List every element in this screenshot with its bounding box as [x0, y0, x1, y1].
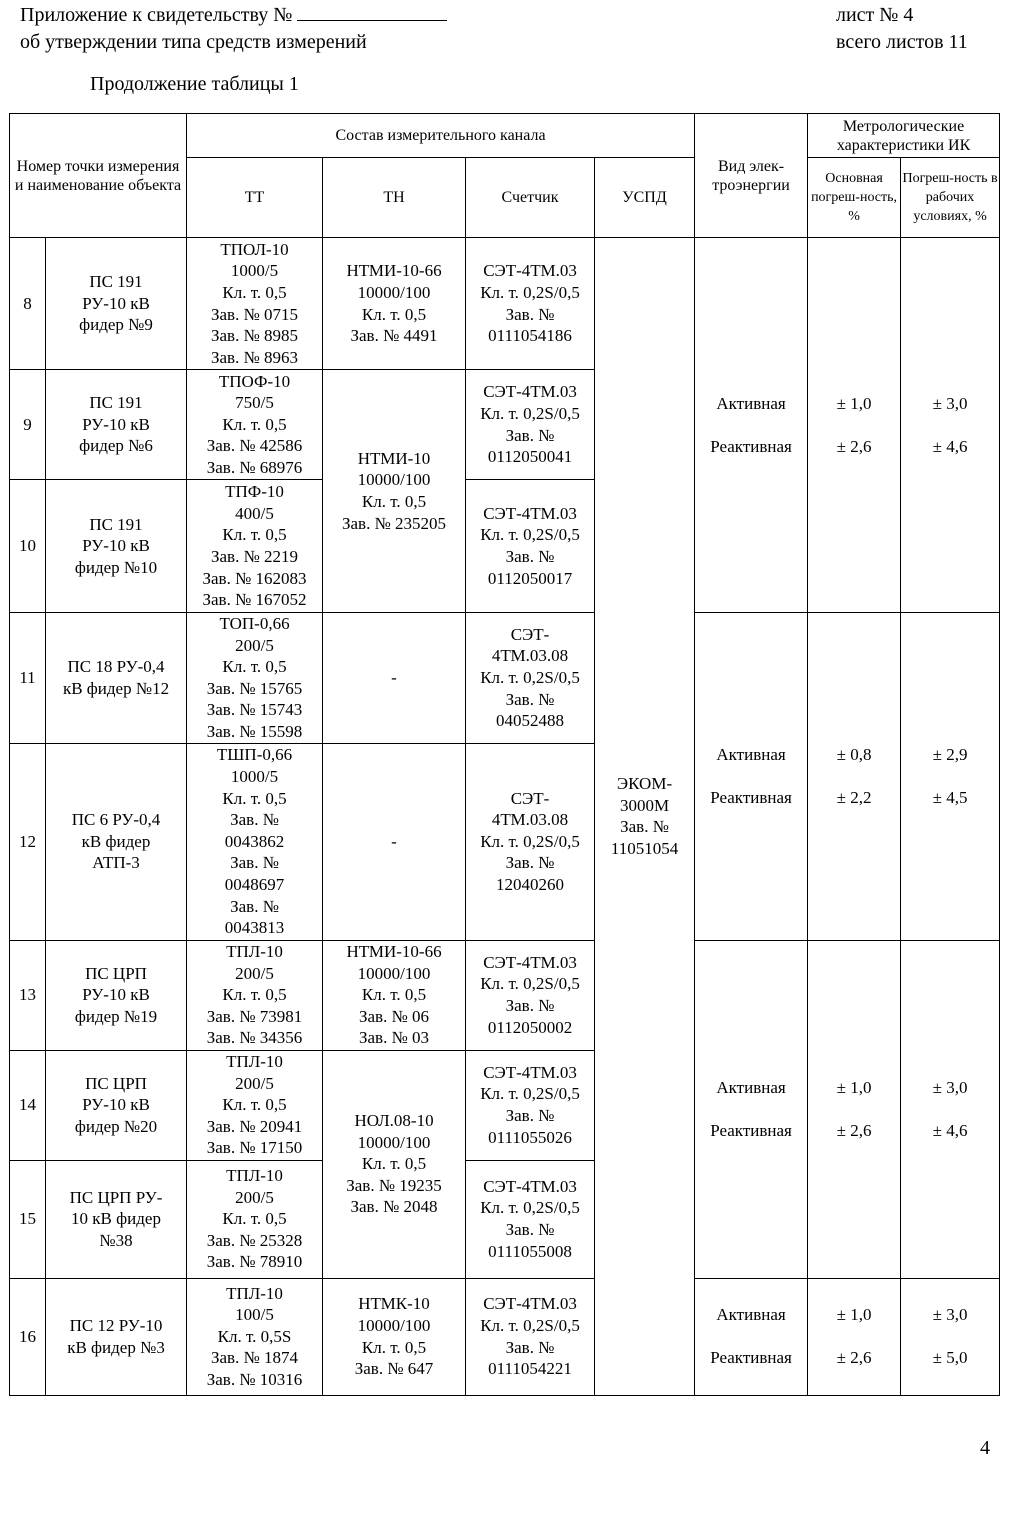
meter-cell-line: Зав. № [505, 304, 555, 324]
tn-cell-line: 10000/100 [357, 963, 431, 983]
tn-cell-line: НОЛ.08-10 [354, 1111, 434, 1131]
tt-cell-line: Кл. т. 0,5 [222, 788, 287, 808]
basic-error [808, 1278, 901, 1395]
tt-cell [187, 1050, 323, 1160]
table-row [10, 940, 1000, 1050]
point-name-line: кВ фидер №12 [62, 678, 170, 698]
uspd-cell-line: 11051054 [610, 838, 679, 858]
tt-cell [187, 480, 323, 613]
point-name [46, 480, 187, 613]
energy-type-active: Активная [716, 1305, 786, 1325]
tt-cell-line: Зав. № 0715 [210, 304, 299, 324]
tt-cell-line: Зав. № 15743 [206, 700, 303, 720]
sheet-number: лист № 4 [836, 4, 914, 26]
tt-cell-line: ТПОЛ-10 [220, 239, 289, 259]
tn-cell [323, 613, 466, 744]
meter-cell-line: СЭТ-4ТМ.03 [483, 382, 577, 402]
page-number: 4 [980, 1437, 990, 1459]
meter-cell-line: СЭТ-4ТМ.03 [483, 261, 577, 281]
work-error-work-active: ± 3,0 [932, 393, 968, 413]
basic-error-basic-active: ± 0,8 [836, 745, 872, 765]
tt-cell-line: Зав. № 17150 [206, 1138, 303, 1158]
tt-cell-line: 200/5 [235, 963, 274, 983]
table-continuation-title: Продолжение таблицы 1 [90, 73, 299, 95]
point-name-line: РУ-10 кВ [82, 414, 150, 434]
header-metrology: Метрологические характеристики ИК [808, 114, 1000, 158]
tt-cell-line: ТПЛ-10 [226, 1052, 283, 1072]
point-name-line: фидер №6 [79, 436, 153, 456]
work-error-work-active: ± 2,9 [932, 745, 968, 765]
tt-cell-line: ТШП-0,66 [216, 745, 293, 765]
work-error [901, 613, 1000, 941]
tt-cell-line: Зав. № 10316 [206, 1369, 303, 1389]
meter-cell [466, 743, 595, 940]
meter-cell-line: Зав. № [505, 1106, 555, 1126]
energy-type-active: Активная [716, 1077, 786, 1097]
meter-cell-line: Зав. № [505, 996, 555, 1016]
header-tt: ТТ [187, 158, 323, 238]
row-number: 12 [10, 743, 46, 940]
point-name [46, 613, 187, 744]
measurement-channels-table [9, 113, 1000, 1396]
meter-cell-line: СЭТ-4ТМ.03 [483, 952, 577, 972]
meter-cell-line: 4ТМ.03.08 [491, 646, 569, 666]
meter-cell-line: СЭТ-4ТМ.03 [483, 1176, 577, 1196]
tn-cell-line: Кл. т. 0,5 [361, 1337, 427, 1357]
point-name-line: №38 [99, 1230, 133, 1250]
energy-type-active: Активная [716, 745, 786, 765]
tt-cell-line: 100/5 [235, 1305, 274, 1325]
tn-cell-line: Кл. т. 0,5 [361, 985, 427, 1005]
work-error [901, 940, 1000, 1278]
meter-cell [466, 1278, 595, 1395]
basic-error-basic-active: ± 1,0 [836, 1077, 872, 1097]
basic-error [808, 238, 901, 613]
tn-cell-line: Зав. № 647 [354, 1359, 434, 1379]
tn-cell-line: НТМИ-10-66 [346, 261, 442, 281]
tn-cell [323, 1278, 466, 1395]
meter-cell [466, 613, 595, 744]
tn-cell-line: 10000/100 [357, 282, 431, 302]
row-number: 10 [10, 480, 46, 613]
uspd-cell-line: Зав. № [620, 817, 669, 837]
point-name [46, 743, 187, 940]
tn-cell-line: Зав. № 06 [358, 1006, 430, 1026]
tt-cell-line: ТПОФ-10 [218, 371, 291, 391]
tt-cell-line: Зав. № 15598 [206, 721, 303, 741]
tt-cell-line: ТПЛ-10 [226, 1166, 283, 1186]
tt-cell [187, 1160, 323, 1278]
tt-cell-line: 1000/5 [230, 261, 279, 281]
meter-cell-line: Кл. т. 0,2S/0,5 [480, 525, 580, 545]
basic-error-basic-active: ± 1,0 [836, 1305, 872, 1325]
tt-cell-line: Зав. № 8963 [210, 347, 299, 367]
header-tn: ТН [323, 158, 466, 238]
energy-type [695, 940, 808, 1278]
tt-cell-line: ТПЛ-10 [226, 1283, 283, 1303]
header-uspd: УСПД [595, 158, 695, 238]
tt-cell-line: Зав. № 20941 [206, 1116, 303, 1136]
work-error [901, 238, 1000, 613]
header-right [836, 2, 968, 56]
work-error-work-active: ± 3,0 [932, 1077, 968, 1097]
tn-cell-line: - [391, 831, 397, 851]
uspd-cell-line: ЭКОМ- [616, 774, 673, 794]
header-basic-error: Основная погреш-ность, % [808, 158, 901, 238]
tt-cell-line: Зав. № 68976 [206, 457, 303, 477]
point-name [46, 1050, 187, 1160]
certificate-number-blank [297, 4, 447, 21]
tt-cell-line: Зав. № 25328 [206, 1230, 303, 1250]
energy-type [695, 1278, 808, 1395]
tt-cell-line: 0043813 [224, 918, 285, 938]
row-number: 11 [10, 613, 46, 744]
table-row [10, 613, 1000, 744]
point-name-line: РУ-10 кВ [82, 985, 150, 1005]
tt-cell-line: Зав. № 1874 [210, 1348, 299, 1368]
tt-cell-line: 1000/5 [230, 766, 279, 786]
meter-cell [466, 370, 595, 480]
meter-cell [466, 1160, 595, 1278]
tt-cell-line: 200/5 [235, 1073, 274, 1093]
point-name-line: РУ-10 кВ [82, 293, 150, 313]
meter-cell-line: 12040260 [496, 874, 565, 894]
meter-cell [466, 1050, 595, 1160]
row-number: 14 [10, 1050, 46, 1160]
tt-cell-line: 750/5 [235, 393, 274, 413]
uspd-cell [595, 238, 695, 1396]
work-error-work-reactive: ± 4,6 [932, 1120, 968, 1140]
meter-cell-line: Кл. т. 0,2S/0,5 [480, 282, 580, 302]
tn-cell-line: Кл. т. 0,5 [361, 1154, 427, 1174]
meter-cell-line: Зав. № [505, 425, 555, 445]
tt-cell-line: ТПЛ-10 [226, 942, 283, 962]
meter-cell-line: СЭТ-4ТМ.03 [483, 1294, 577, 1314]
meter-cell-line: 0112050002 [487, 1017, 573, 1037]
point-name-line: кВ фидер №3 [67, 1337, 165, 1357]
tt-cell-line: Зав. № 78910 [206, 1252, 303, 1272]
tn-cell-line: Зав. № 235205 [341, 513, 447, 533]
tn-cell [323, 1050, 466, 1278]
tn-cell-line: НТМИ-10-66 [346, 942, 442, 962]
tn-cell [323, 940, 466, 1050]
meter-cell-line: Зав. № [505, 547, 555, 566]
tn-cell-line: 10000/100 [357, 470, 431, 490]
tt-cell [187, 940, 323, 1050]
work-error-work-reactive: ± 5,0 [932, 1348, 968, 1368]
meter-cell [466, 480, 595, 613]
tt-cell [187, 1278, 323, 1395]
point-name-line: фидер №20 [74, 1116, 158, 1136]
tt-cell-line: ТПФ-10 [225, 482, 284, 502]
basic-error-basic-reactive: ± 2,6 [836, 436, 872, 456]
meter-cell-line: 04052488 [496, 711, 565, 731]
work-error [901, 1278, 1000, 1395]
basic-error [808, 613, 901, 941]
energy-type-active: Активная [716, 393, 786, 413]
point-name-line: ПС 18 РУ-0,4 [67, 657, 165, 677]
tn-cell-line: Кл. т. 0,5 [361, 304, 427, 324]
header-work-error: Погреш-ность в рабочих условиях, % [901, 158, 1000, 238]
point-name-line: ПС 191 [89, 514, 143, 534]
meter-cell-line: Кл. т. 0,2S/0,5 [480, 667, 580, 687]
point-name-line: ПС 191 [89, 393, 143, 413]
tt-cell-line: Зав. № 73981 [206, 1006, 303, 1026]
tn-cell-line: Зав. № 19235 [346, 1175, 442, 1195]
header-point: Номер точки измерения и наименование объекта [10, 114, 187, 238]
tt-cell-line: Кл. т. 0,5 [222, 985, 287, 1005]
meter-cell-line: 4ТМ.03.08 [491, 810, 569, 830]
point-name-line: ПС ЦРП [85, 963, 147, 983]
tn-cell [323, 238, 466, 370]
tt-cell-line: 400/5 [235, 503, 274, 523]
tt-cell [187, 238, 323, 370]
point-name [46, 940, 187, 1050]
tt-cell-line: Кл. т. 0,5 [222, 657, 287, 677]
energy-type-reactive: Реактивная [710, 436, 792, 456]
tt-cell-line: Зав. № 8985 [210, 326, 299, 346]
tn-cell-line: 10000/100 [357, 1315, 431, 1335]
tn-cell-line: НТМИ-10 [357, 448, 431, 468]
basic-error [808, 940, 901, 1278]
point-name-line: ПС ЦРП [85, 1073, 147, 1093]
tt-cell-line: Зав. № [230, 853, 279, 873]
meter-cell-line: СЭТ- [510, 788, 550, 808]
tn-cell-line: НТМК-10 [358, 1294, 430, 1314]
meter-cell-line: СЭТ-4ТМ.03 [483, 503, 577, 523]
work-error-work-reactive: ± 4,6 [932, 436, 968, 456]
row-number: 8 [10, 238, 46, 370]
point-name [46, 1278, 187, 1395]
point-name [46, 238, 187, 370]
meter-cell-line: Зав. № [505, 1337, 555, 1357]
tt-cell-line: Зав. № 34356 [206, 1028, 303, 1048]
meter-cell-line: 0112050041 [487, 447, 573, 467]
basic-error-basic-reactive: ± 2,6 [836, 1120, 872, 1140]
meter-cell-line: Кл. т. 0,2S/0,5 [480, 403, 580, 423]
meter-cell-line: Зав. № [505, 853, 555, 873]
tt-cell [187, 743, 323, 940]
tn-cell-line: 10000/100 [357, 1132, 431, 1152]
basic-error-basic-active: ± 1,0 [836, 393, 872, 413]
meter-cell-line: СЭТ-4ТМ.03 [483, 1062, 577, 1082]
tn-cell-line: Зав. № 2048 [350, 1197, 438, 1217]
meter-cell [466, 238, 595, 370]
row-number: 15 [10, 1160, 46, 1278]
uspd-cell-line: 3000М [619, 795, 670, 815]
tn-cell-line: Зав. № 4491 [350, 326, 438, 346]
tt-cell-line: Зав. № 167052 [202, 590, 307, 610]
point-name-line: фидер №10 [74, 557, 158, 577]
point-name-line: фидер №19 [74, 1006, 158, 1026]
tn-cell-line: - [391, 667, 397, 687]
header-energy-type: Вид элек-троэнергии [695, 114, 808, 238]
tt-cell-line: 200/5 [235, 635, 274, 655]
tt-cell-line: Кл. т. 0,5 [222, 282, 287, 302]
meter-cell-line: Кл. т. 0,2S/0,5 [480, 974, 580, 994]
meter-cell-line: 0111054221 [488, 1359, 572, 1379]
tt-cell-line: Зав. № 162083 [202, 568, 307, 588]
energy-type-reactive: Реактивная [710, 787, 792, 807]
tt-cell [187, 613, 323, 744]
energy-type [695, 238, 808, 613]
tt-cell-line: Кл. т. 0,5S [217, 1326, 292, 1346]
meter-cell-line: Зав. № [505, 1220, 555, 1240]
table-row [10, 1278, 1000, 1395]
point-name-line: 10 кВ фидер [71, 1209, 161, 1229]
tt-cell-line: Кл. т. 0,5 [222, 1095, 287, 1115]
work-error-work-active: ± 3,0 [932, 1305, 968, 1325]
point-name-line: ПС ЦРП РУ- [69, 1187, 163, 1207]
header-left [20, 2, 447, 56]
point-name [46, 1160, 187, 1278]
energy-type [695, 613, 808, 941]
point-name-line: ПС 12 РУ-10 [69, 1315, 163, 1335]
work-error-work-reactive: ± 4,5 [932, 787, 968, 807]
meter-cell-line: 0111055008 [488, 1241, 572, 1261]
basic-error-basic-reactive: ± 2,2 [836, 787, 872, 807]
tt-cell-line: Кл. т. 0,5 [222, 1209, 287, 1229]
meter-cell-line: 0111055026 [488, 1127, 572, 1147]
point-name-line: фидер №9 [79, 315, 153, 335]
header-composition: Состав измерительного канала [187, 114, 695, 158]
tt-cell [187, 370, 323, 480]
tt-cell-line: 200/5 [235, 1187, 274, 1207]
tn-cell-line: Кл. т. 0,5 [361, 492, 427, 511]
point-name-line: кВ фидер [81, 831, 151, 851]
tt-cell-line: Зав. № 42586 [206, 436, 303, 456]
energy-type-reactive: Реактивная [710, 1120, 792, 1140]
tt-cell-line: Зав. № 2219 [210, 547, 299, 566]
header-approval-text: об утверждении типа средств измерений [20, 31, 367, 53]
tn-cell-line: Зав. № 03 [358, 1028, 430, 1048]
basic-error-basic-reactive: ± 2,6 [836, 1348, 872, 1368]
energy-type-reactive: Реактивная [710, 1348, 792, 1368]
point-name-line: АТП-3 [92, 853, 140, 873]
meter-cell-line: Кл. т. 0,2S/0,5 [480, 1198, 580, 1218]
tt-cell-line: 0043862 [224, 831, 285, 851]
meter-cell-line: 0111054186 [488, 326, 572, 346]
point-name-line: ПС 6 РУ-0,4 [71, 810, 161, 830]
meter-cell-line: 0112050017 [487, 568, 573, 588]
tn-cell [323, 370, 466, 613]
tt-cell-line: 0048697 [224, 874, 285, 894]
meter-cell-line: Кл. т. 0,2S/0,5 [480, 1084, 580, 1104]
meter-cell-line: Кл. т. 0,2S/0,5 [480, 1315, 580, 1335]
tt-cell-line: Кл. т. 0,5 [222, 525, 287, 545]
meter-cell [466, 940, 595, 1050]
table-row [10, 238, 1000, 370]
point-name-line: ПС 191 [89, 272, 143, 292]
point-name-line: РУ-10 кВ [82, 536, 150, 556]
row-number: 13 [10, 940, 46, 1050]
meter-cell-line: Зав. № [505, 689, 555, 709]
point-name [46, 370, 187, 480]
tt-cell-line: Кл. т. 0,5 [222, 414, 287, 434]
point-name-line: РУ-10 кВ [82, 1095, 150, 1115]
tn-cell [323, 743, 466, 940]
header-certificate-label: Приложение к свидетельству № [20, 4, 293, 26]
tt-cell-line: Зав. № 15765 [206, 678, 303, 698]
tt-cell-line: Зав. № [230, 810, 279, 830]
meter-cell-line: Кл. т. 0,2S/0,5 [480, 831, 580, 851]
meter-cell-line: СЭТ- [510, 624, 550, 644]
header-meter: Счетчик [466, 158, 595, 238]
total-sheets: всего листов 11 [836, 31, 968, 53]
row-number: 9 [10, 370, 46, 480]
tt-cell-line: Зав. № [230, 896, 279, 916]
row-number: 16 [10, 1278, 46, 1395]
tt-cell-line: ТОП-0,66 [219, 614, 290, 633]
